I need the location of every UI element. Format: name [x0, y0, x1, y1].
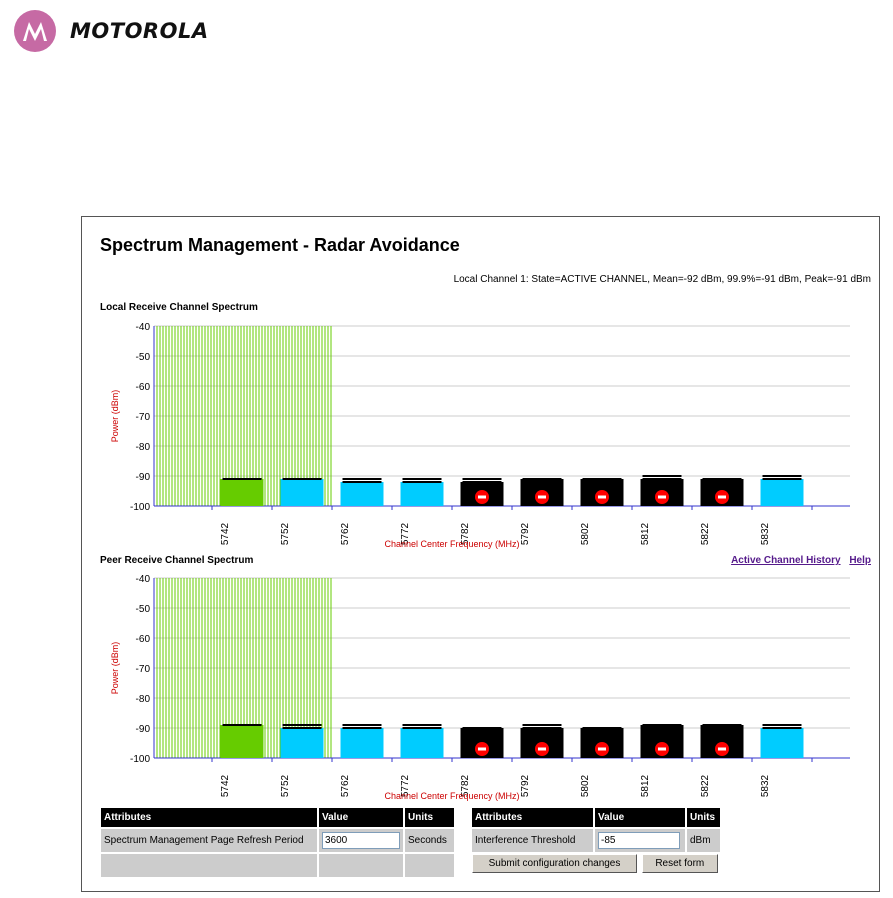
y-tick-label: -100: [129, 754, 150, 765]
no-entry-bar: [718, 748, 726, 751]
peak-marker: [343, 478, 382, 480]
threshold-settings-table: [470, 806, 722, 875]
channel-bar: [221, 479, 264, 506]
page-title: Spectrum Management - Radar Avoidance: [100, 235, 460, 255]
x-tick-label: 5742: [220, 522, 231, 546]
channel-bar: [401, 482, 444, 506]
y-tick-label: -70: [135, 412, 150, 423]
y-tick-label: -50: [135, 604, 150, 615]
x-tick-label: 5772: [400, 774, 411, 798]
motorola-logo: [14, 10, 209, 52]
x-tick-label: 5792: [520, 522, 531, 546]
no-entry-bar: [538, 748, 546, 751]
empty-cell: [319, 854, 403, 877]
col-attributes: Attributes: [101, 808, 317, 827]
mean-marker: [523, 727, 562, 729]
x-tick-label: 5832: [760, 774, 771, 798]
y-axis-label: Power (dBm): [110, 641, 120, 695]
channel-bar: [341, 482, 384, 506]
channel-bar: [281, 728, 324, 758]
peak-marker: [403, 478, 442, 480]
mean-marker: [343, 727, 382, 729]
x-tick-label: 5752: [280, 774, 291, 798]
no-entry-bar: [478, 496, 486, 499]
mean-marker: [403, 727, 442, 729]
y-axis-label: Power (dBm): [110, 389, 120, 443]
mean-marker: [583, 478, 622, 480]
x-tick-label: 5782: [460, 774, 471, 798]
chart-links: [725, 555, 871, 566]
local-spectrum-chart: [82, 317, 879, 554]
mean-marker: [643, 478, 682, 480]
spectrum-panel: [81, 216, 880, 892]
peak-marker: [763, 724, 802, 726]
peak-marker: [763, 475, 802, 477]
local-channel-status: Local Channel 1: State=ACTIVE CHANNEL, Mean=-92 dBm, 99.9%=-91 dBm, Peak=-91 dBm: [453, 274, 871, 285]
refresh-period-input[interactable]: [322, 832, 400, 849]
peak-marker: [463, 478, 502, 480]
y-tick-label: -100: [129, 502, 150, 513]
y-tick-label: -50: [135, 352, 150, 363]
mean-marker: [463, 727, 502, 729]
channel-bar: [401, 728, 444, 758]
threshold-cell: [595, 829, 685, 852]
col-value: Value: [319, 808, 403, 827]
mean-marker: [763, 727, 802, 729]
mean-marker: [763, 478, 802, 480]
peer-chart-label: Peer Receive Channel Spectrum: [100, 555, 254, 566]
threshold-units: dBm: [687, 829, 720, 852]
mean-marker: [643, 724, 682, 726]
channel-bar: [341, 728, 384, 758]
no-entry-bar: [718, 496, 726, 499]
mean-marker: [703, 478, 742, 480]
y-tick-label: -90: [135, 472, 150, 483]
peak-marker: [403, 724, 442, 726]
mean-marker: [403, 481, 442, 483]
mean-marker: [283, 727, 322, 729]
x-tick-label: 5802: [580, 522, 591, 546]
mean-marker: [283, 478, 322, 480]
refresh-period-cell: [319, 829, 403, 852]
channel-bar: [761, 728, 804, 758]
no-entry-bar: [658, 496, 666, 499]
col-units: Units: [405, 808, 454, 827]
x-tick-label: 5832: [760, 522, 771, 546]
mean-marker: [523, 478, 562, 480]
x-tick-label: 5752: [280, 522, 291, 546]
x-tick-label: 5812: [640, 774, 651, 798]
peak-marker: [343, 724, 382, 726]
no-entry-bar: [598, 496, 606, 499]
refresh-settings-table: [99, 806, 456, 879]
no-entry-bar: [598, 748, 606, 751]
x-tick-label: 5802: [580, 774, 591, 798]
y-tick-label: -80: [135, 694, 150, 705]
y-tick-label: -60: [135, 382, 150, 393]
button-row: [472, 854, 720, 873]
x-tick-label: 5822: [700, 522, 711, 546]
mean-marker: [463, 481, 502, 483]
mean-marker: [223, 724, 262, 726]
x-axis-label: Channel Center Frequency (MHz): [384, 791, 520, 801]
x-axis-label: Channel Center Frequency (MHz): [384, 539, 520, 549]
empty-cell: [405, 854, 454, 877]
x-tick-label: 5822: [700, 774, 711, 798]
interference-threshold-input[interactable]: [598, 832, 680, 849]
no-entry-bar: [478, 748, 486, 751]
x-tick-label: 5762: [340, 774, 351, 798]
active-channel-history-link[interactable]: Active Channel History: [731, 555, 841, 566]
mean-marker: [583, 727, 622, 729]
x-tick-label: 5812: [640, 522, 651, 546]
x-tick-label: 5742: [220, 774, 231, 798]
mean-marker: [223, 478, 262, 480]
no-entry-bar: [538, 496, 546, 499]
y-tick-label: -60: [135, 634, 150, 645]
submit-configuration-button[interactable]: Submit configuration changes: [472, 854, 637, 873]
refresh-period-units: Seconds: [405, 829, 454, 852]
col-units: Units: [687, 808, 720, 827]
y-tick-label: -80: [135, 442, 150, 453]
peak-marker: [523, 724, 562, 726]
peak-marker: [283, 724, 322, 726]
col-value: Value: [595, 808, 685, 827]
y-tick-label: -40: [135, 574, 150, 585]
x-tick-label: 5792: [520, 774, 531, 798]
help-link[interactable]: Help: [849, 555, 871, 566]
refresh-period-label: Spectrum Management Page Refresh Period: [101, 829, 317, 852]
y-tick-label: -90: [135, 724, 150, 735]
x-tick-label: 5772: [400, 522, 411, 546]
peer-spectrum-chart: [82, 569, 879, 806]
col-attributes: Attributes: [472, 808, 593, 827]
brand-name: MOTOROLA: [70, 19, 209, 43]
channel-bar: [761, 479, 804, 506]
peak-marker: [643, 475, 682, 477]
y-tick-label: -70: [135, 664, 150, 675]
batwing-icon: [14, 10, 56, 52]
x-tick-label: 5762: [340, 522, 351, 546]
mean-marker: [703, 724, 742, 726]
no-entry-bar: [658, 748, 666, 751]
reset-form-button[interactable]: Reset form: [642, 854, 718, 873]
channel-bar: [221, 725, 264, 758]
threshold-label: Interference Threshold: [472, 829, 593, 852]
channel-bar: [281, 479, 324, 506]
x-tick-label: 5782: [460, 522, 471, 546]
local-chart-label: Local Receive Channel Spectrum: [100, 302, 258, 313]
y-tick-label: -40: [135, 322, 150, 333]
mean-marker: [343, 481, 382, 483]
empty-cell: [101, 854, 317, 877]
